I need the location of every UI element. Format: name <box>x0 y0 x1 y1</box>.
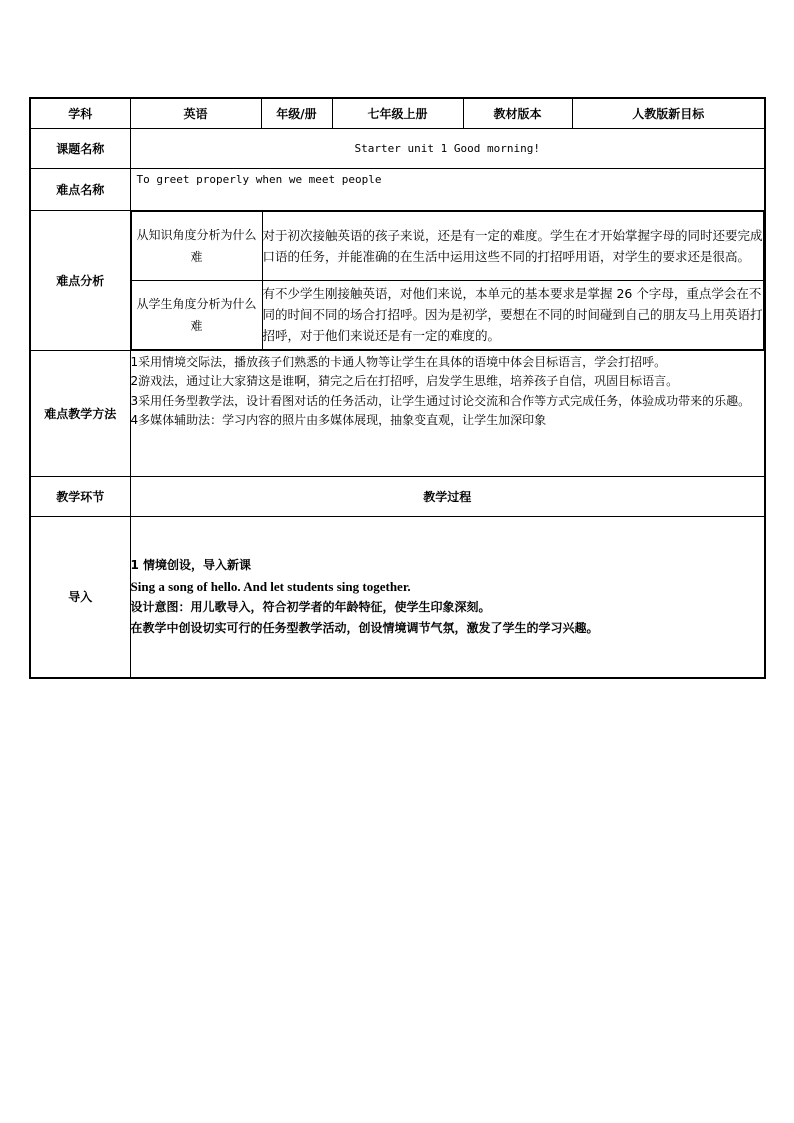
knowledge-angle-text: 对于初次接触英语的孩子来说，还是有一定的难度。学生在才开始掌握字母的同时还要完成口语的任务，并能准确的在生活中运用这些不同的打招呼用语，对学生的要求还是很高。 <box>262 211 764 280</box>
methods-row <box>30 350 765 476</box>
intro-line: 在教学中创设切实可行的任务型教学活动，创设情境调节气氛，激发了学生的学习兴趣。 <box>130 620 599 635</box>
knowledge-angle-label: 从知识角度分析为什么难 <box>131 211 262 280</box>
method-item: 1采用情境交际法，播放孩子们熟悉的卡通人物等让学生在具体的语境中体会目标语言，学会打招呼。 <box>130 354 667 369</box>
analysis-row <box>30 210 765 350</box>
methods-list <box>130 350 765 476</box>
intro-row <box>30 516 765 678</box>
info-row <box>30 98 765 128</box>
process-header-row <box>30 476 765 516</box>
subject-value: 英语 <box>130 98 261 128</box>
intro-label: 导入 <box>30 516 130 678</box>
textbook-label: 教材版本 <box>463 98 572 128</box>
analysis-cell <box>130 210 765 350</box>
grade-label: 年级/册 <box>261 98 332 128</box>
student-angle-label: 从学生角度分析为什么难 <box>131 280 262 349</box>
textbook-value: 人教版新目标 <box>572 98 765 128</box>
intro-line: 设计意图：用儿歌导入，符合初学者的年龄特征，使学生印象深刻。 <box>130 599 491 614</box>
student-angle-text: 有不少学生刚接触英语，对他们来说，本单元的基本要求是掌握 26 个字母，重点学会在不同的时间不同的场合打招呼。因为是初学，要想在不同的时间碰到自己的朋友马上用英语打招呼，对于他们来说还是有一定的难度的。 <box>262 280 764 349</box>
lesson-row <box>30 128 765 168</box>
lesson-value: Starter unit 1 Good morning! <box>130 128 765 168</box>
analysis-subtable <box>131 211 765 350</box>
difficulty-value: To greet properly when we meet people <box>130 168 765 210</box>
process-label: 教学过程 <box>130 476 765 516</box>
method-item: 2游戏法，通过让大家猜这是谁啊，猜完之后在打招呼，启发学生思维，培养孩子自信，巩固目标语言。 <box>130 374 679 388</box>
grade-value: 七年级上册 <box>332 98 463 128</box>
difficulty-label: 难点名称 <box>30 168 130 210</box>
lesson-plan-table <box>29 97 766 679</box>
intro-line: 1 情境创设，导入新课 <box>130 557 252 572</box>
lesson-label: 课题名称 <box>30 128 130 168</box>
method-item: 4多媒体辅助法：学习内容的照片由多媒体展现，抽象变直观，让学生加深印象 <box>130 413 547 427</box>
intro-content <box>130 516 765 678</box>
subject-label: 学科 <box>30 98 130 128</box>
difficulty-row <box>30 168 765 210</box>
stage-label: 教学环节 <box>30 476 130 516</box>
method-item: 3采用任务型教学法，设计看图对话的任务活动，让学生通过讨论交流和合作等方式完成任务，体验成功带来的乐趣。 <box>130 393 751 408</box>
analysis-label: 难点分析 <box>30 210 130 350</box>
intro-line: Sing a song of hello. And let students sing together. <box>130 578 411 594</box>
methods-label: 难点教学方法 <box>30 350 130 476</box>
